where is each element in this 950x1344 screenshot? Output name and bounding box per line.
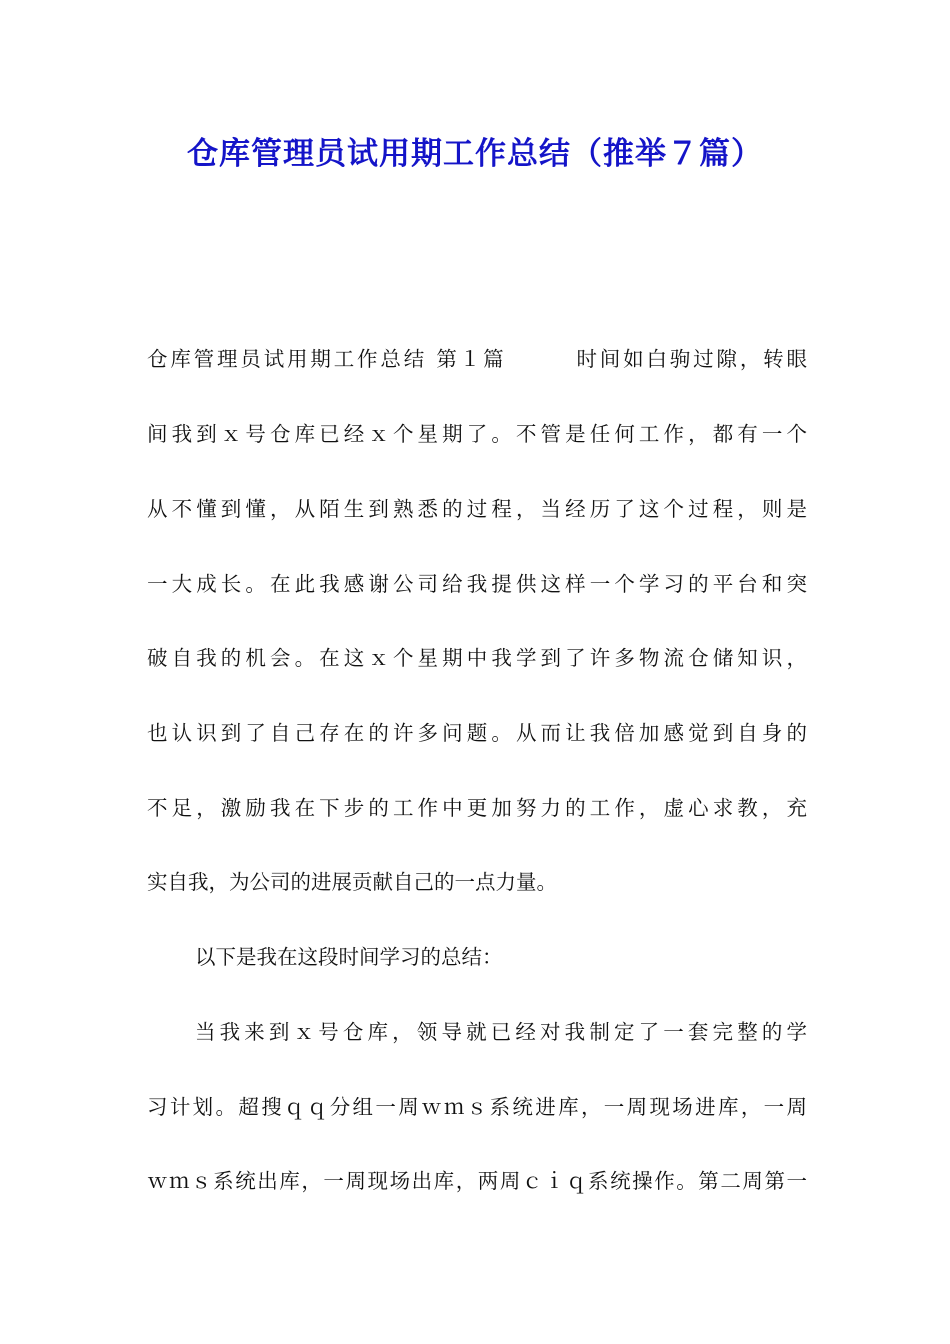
paragraph-line-12: ｗｍｓ系统出库，一周现场出库，两周ｃｉｑ系统操作。第二周第一 [147,1169,807,1193]
paragraph-line-8: 实自我，为公司的进展贡献自己的一点力量。 [147,870,557,894]
paragraph-line-9: 以下是我在这段时间学习的总结： [195,945,503,969]
document-title: 仓库管理员试用期工作总结（推举７篇） [187,136,763,172]
paragraph-line-1: 仓库管理员试用期工作总结 第１篇 时间如白驹过隙，转眼 [147,347,807,371]
paragraph-line-7: 不足，激励我在下步的工作中更加努力的工作，虚心求教，充 [147,796,807,820]
paragraph-line-5: 破自我的机会。在这ｘ个星期中我学到了许多物流仓储知识， [147,646,807,670]
paragraph-line-11: 习计划。超搜ｑｑ分组一周ｗｍｓ系统进库，一周现场进库，一周 [147,1095,807,1119]
paragraph-line-3: 从不懂到懂，从陌生到熟悉的过程，当经历了这个过程，则是 [147,497,807,521]
paragraph-line-10: 当我来到ｘ号仓库，领导就已经对我制定了一套完整的学 [195,1020,807,1044]
paragraph-line-2: 间我到ｘ号仓库已经ｘ个星期了。不管是任何工作，都有一个 [147,422,807,446]
paragraph-line-6: 也认识到了自己存在的许多问题。从而让我倍加感觉到自身的 [147,721,807,745]
paragraph-line-4: 一大成长。在此我感谢公司给我提供这样一个学习的平台和突 [147,572,807,596]
